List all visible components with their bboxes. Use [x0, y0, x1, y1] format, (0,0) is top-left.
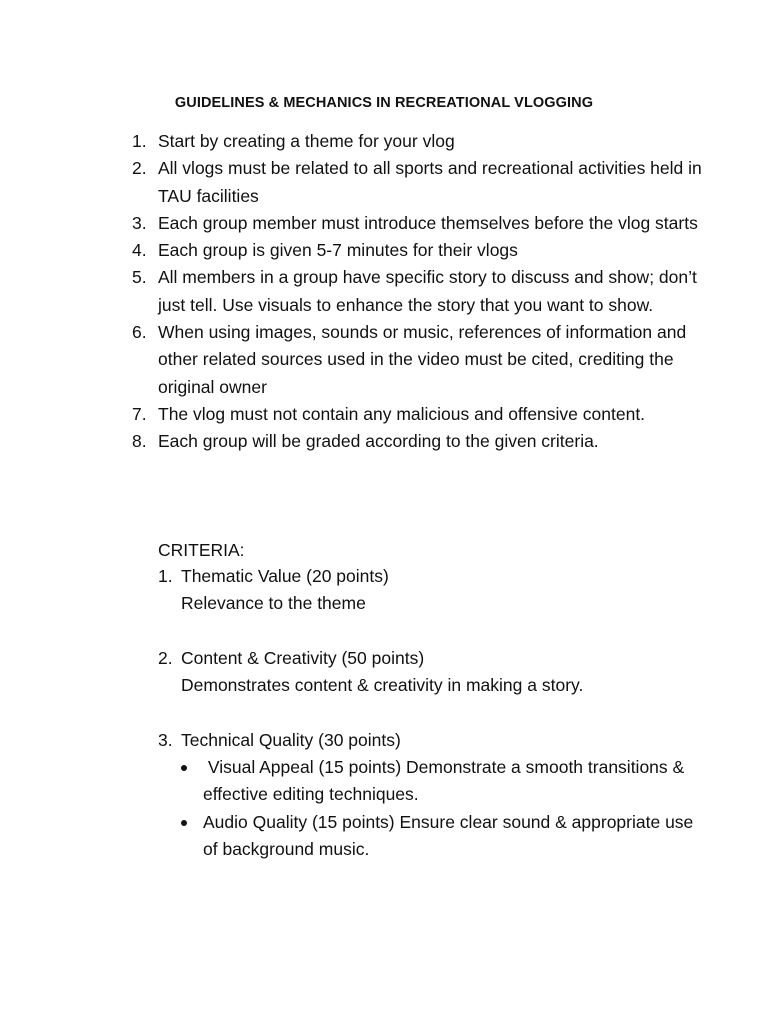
criteria-heading: CRITERIA: [158, 540, 245, 560]
criteria-item [158, 563, 701, 618]
criteria-description: Demonstrates content & creativity in making a story. [181, 675, 584, 696]
criteria-sublist [181, 754, 701, 863]
criteria-number: 2. [158, 647, 173, 668]
guideline-number: 1. [132, 131, 147, 151]
guideline-text: When using images, sounds or music, references of information and other related sources used in the video must be cited, crediting the original owner [158, 322, 687, 397]
criteria-item [158, 645, 701, 700]
guideline-item [132, 210, 718, 237]
criteria-list [158, 563, 701, 863]
guideline-text: Start by creating a theme for your vlog [158, 131, 455, 151]
guideline-number: 5. [132, 267, 147, 288]
criteria-subitem-text: Audio Quality (15 points) Ensure clear sound & appropriate use of background music. [203, 811, 694, 859]
guideline-number: 6. [132, 322, 147, 343]
guideline-number: 7. [132, 403, 147, 424]
guideline-item [132, 155, 718, 210]
criteria-title: Content & Creativity (50 points) [181, 647, 425, 668]
criteria-description: Relevance to the theme [181, 593, 366, 614]
guideline-number: 2. [132, 158, 147, 179]
guideline-number: 8. [132, 431, 147, 452]
guideline-text: Each group is given 5-7 minutes for their vlogs [158, 240, 518, 261]
criteria-title: Thematic Value (20 points) [181, 566, 389, 586]
guideline-text: All members in a group have specific story to discuss and show; don’t just tell. Use visuals to enhance the story that you want to show. [158, 267, 697, 315]
criteria-subitem [181, 809, 701, 864]
guideline-text: The vlog must not contain any malicious and offensive content. [158, 403, 646, 424]
guideline-item [132, 128, 718, 155]
bullet-icon [181, 820, 187, 826]
criteria-subitem-text: Visual Appeal (15 points) Demonstrate a smooth transitions & effective editing techniques. [203, 757, 690, 805]
guideline-item [132, 401, 718, 428]
guideline-text: Each group member must introduce themselves before the vlog starts [158, 212, 698, 233]
guideline-item [132, 428, 718, 455]
guideline-number: 3. [132, 212, 147, 233]
guideline-item [132, 319, 718, 401]
guideline-number: 4. [132, 240, 147, 261]
document-title: GUIDELINES & MECHANICS IN RECREATIONAL VLOGGING [174, 95, 594, 111]
criteria-item [158, 727, 701, 863]
criteria-subitem [181, 754, 701, 809]
guidelines-list [132, 128, 718, 456]
guideline-text: All vlogs must be related to all sports and recreational activities held in TAU facilities [158, 158, 702, 206]
criteria-number: 1. [158, 566, 173, 586]
criteria-number: 3. [158, 729, 173, 750]
guideline-item [132, 237, 718, 264]
guideline-item [132, 264, 718, 319]
bullet-icon [181, 765, 187, 771]
guideline-text: Each group will be graded according to the given criteria. [158, 431, 599, 452]
criteria-title: Technical Quality (30 points) [181, 729, 401, 750]
